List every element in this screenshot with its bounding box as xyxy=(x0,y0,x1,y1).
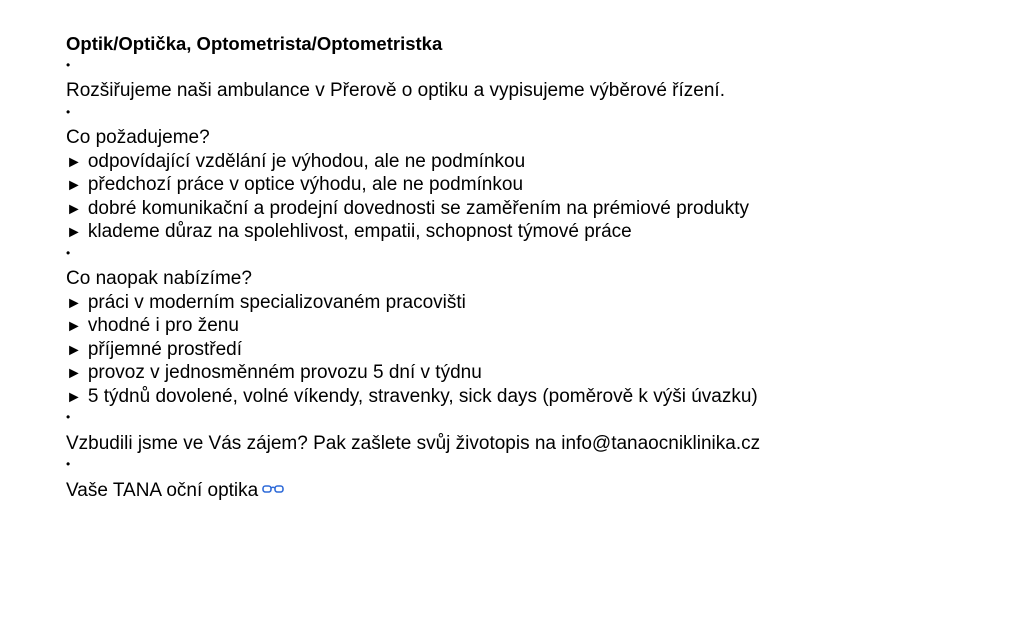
list-marker: ► xyxy=(66,224,82,241)
intro-text: Rozšiřujeme naši ambulance v Přerově o optiku a vypisujeme výběrové řízení. xyxy=(66,80,725,101)
list-item: ► příjemné prostředí xyxy=(66,338,243,360)
requirements-heading: Co požadujeme? xyxy=(66,127,210,148)
list-item: ► 5 týdnů dovolené, volné víkendy, stravenky, sick days (poměrově k výši úvazku) xyxy=(66,385,758,407)
offer-heading: Co naopak nabízíme? xyxy=(66,268,252,289)
list-marker: ► xyxy=(66,365,82,382)
list-marker: ► xyxy=(66,388,82,406)
list-marker: ► xyxy=(66,177,82,194)
signature-text: Vaše TANA oční optika xyxy=(66,479,259,501)
separator: • xyxy=(66,410,71,424)
list-marker: ► xyxy=(66,294,82,312)
list-marker: ► xyxy=(66,341,82,359)
list-item: ► odpovídající vzdělání je výhodou, ale ne podmínkou xyxy=(66,150,526,172)
call-to-action: Vzbudili jsme ve Vás zájem? Pak zašlete svůj životopis na info@tanaocniklinika.cz xyxy=(66,432,761,454)
list-item: ► klademe důraz na spolehlivost, empatii, schopnost týmové práce xyxy=(66,221,632,242)
signature xyxy=(66,479,1006,503)
list-marker: ► xyxy=(66,200,82,218)
separator: • xyxy=(66,104,71,119)
separator: • xyxy=(66,457,71,471)
list-item: ► práci v moderním specializovaném pracovišti xyxy=(66,291,466,313)
list-item: ► dobré komunikační a prodejní dovednosti se zaměřením na prémiové produkty xyxy=(66,197,749,219)
list-item: ► provoz v jednosměnném provozu 5 dní v týdnu xyxy=(66,362,482,383)
list-marker: ► xyxy=(66,318,82,335)
separator: • xyxy=(66,245,71,260)
list-item: ► vhodné i pro ženu xyxy=(66,315,239,336)
separator: • xyxy=(66,57,71,72)
job-posting xyxy=(66,32,1006,502)
list-marker: ► xyxy=(66,153,82,171)
list-item: ► předchozí práce v optice výhodu, ale ne podmínkou xyxy=(66,174,524,195)
glasses-icon xyxy=(262,479,284,503)
page-title: Optik/Optička, Optometrista/Optometristka xyxy=(66,33,443,54)
